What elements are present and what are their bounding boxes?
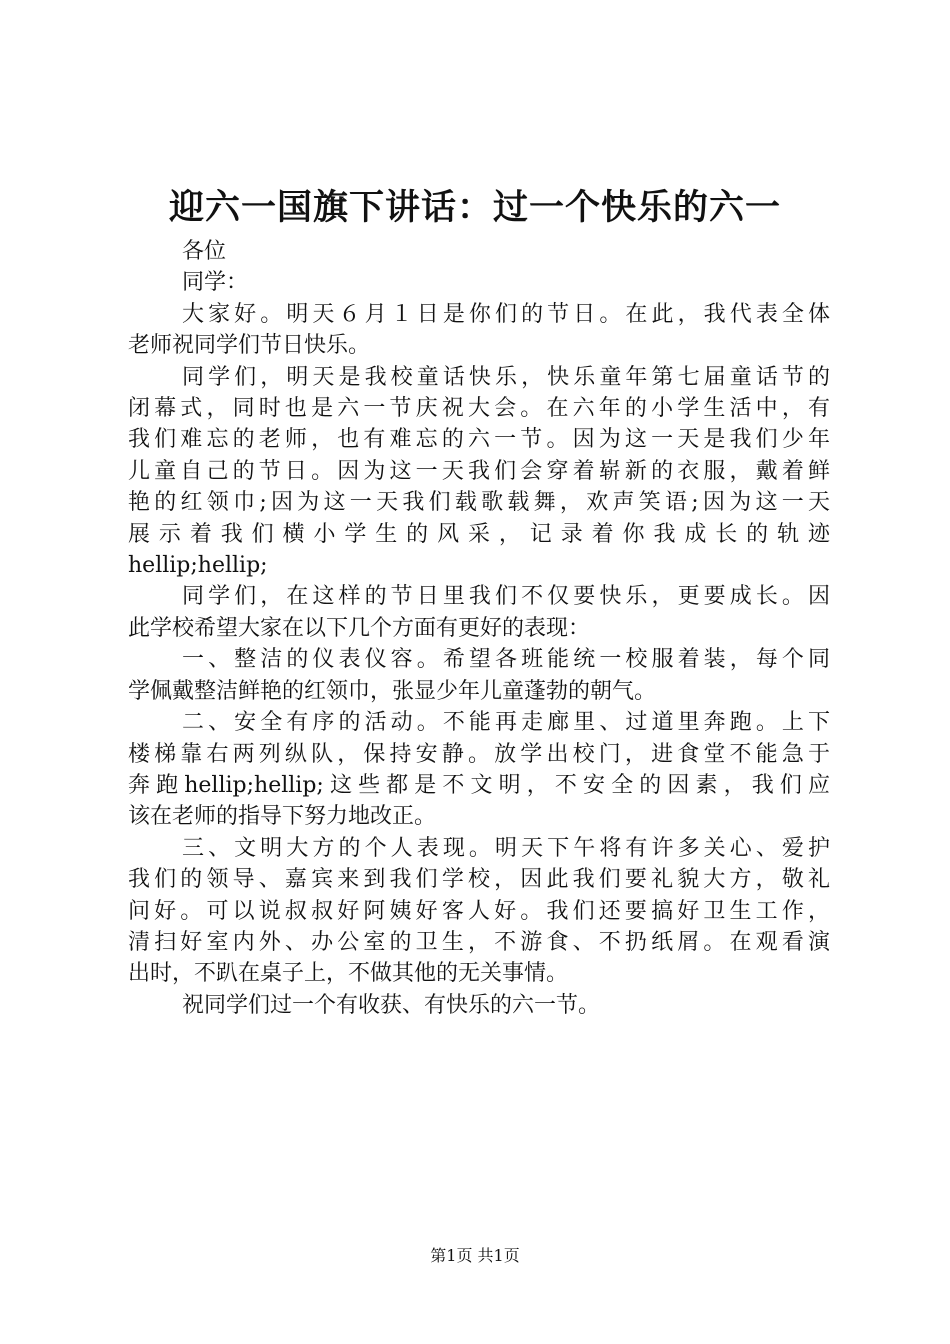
text-line: 我们的领导、嘉宾来到我们学校，因此我们要礼貌大方，敬礼 <box>128 867 830 893</box>
page-footer: 第1页 共1页 <box>430 1246 520 1265</box>
text-line: 清扫好室内外、办公室的卫生，不游食、不扔纸屑。在观看演 <box>128 929 830 955</box>
text-line: 此学校希望大家在以下几个方面有更好的表现： <box>128 615 591 641</box>
text-line: 奔跑hellip;hellip;这些都是不文明，不安全的因素，我们应 <box>128 772 830 798</box>
text-line: 同学们，在这样的节日里我们不仅要快乐，更要成长。因 <box>182 584 830 610</box>
text-line: 儿童自己的节日。因为这一天我们会穿着崭新的衣服，戴着鲜 <box>128 458 830 484</box>
text-line: 一、整洁的仪表仪容。希望各班能统一校服着装，每个同 <box>182 647 830 673</box>
text-line: 同学： <box>182 270 249 296</box>
text-line: 各位 <box>182 239 227 264</box>
text-line: 我们难忘的老师，也有难忘的六一节。因为这一天是我们少年 <box>128 427 830 453</box>
text-line: 二、安全有序的活动。不能再走廊里、过道里奔跑。上下 <box>182 710 830 736</box>
text-line: 该在老师的指导下努力地改正。 <box>128 804 437 830</box>
text-line: 展示着我们横小学生的风采，记录着你我成长的轨迹 <box>128 521 830 547</box>
text-line: 祝同学们过一个有收获、有快乐的六一节。 <box>182 992 601 1018</box>
text-line: 老师祝同学们节日快乐。 <box>128 333 371 359</box>
text-line: 出时，不趴在桌子上，不做其他的无关事情。 <box>128 961 569 987</box>
text-line: 大家好。明天６月１日是你们的节日。在此，我代表全体 <box>182 301 830 327</box>
document-body <box>128 236 830 1021</box>
text-line: 同学们，明天是我校童话快乐，快乐童年第七届童话节的 <box>182 364 830 390</box>
text-line: hellip;hellip; <box>128 553 268 579</box>
document-title: 迎六一国旗下讲话：过一个快乐的六一 <box>168 187 781 228</box>
text-line: 闭幕式，同时也是六一节庆祝大会。在六年的小学生活中，有 <box>128 396 830 422</box>
text-line: 三、文明大方的个人表现。明天下午将有许多关心、爱护 <box>182 835 830 861</box>
text-line: 问好。可以说叔叔好阿姨好客人好。我们还要搞好卫生工作， <box>128 898 830 924</box>
text-line: 艳的红领巾;因为这一天我们载歌载舞，欢声笑语;因为这一天 <box>128 490 830 516</box>
text-line: 楼梯靠右两列纵队，保持安静。放学出校门，进食堂不能急于 <box>128 741 830 767</box>
text-line: 学佩戴整洁鲜艳的红领巾，张显少年儿童蓬勃的朝气。 <box>128 678 657 704</box>
